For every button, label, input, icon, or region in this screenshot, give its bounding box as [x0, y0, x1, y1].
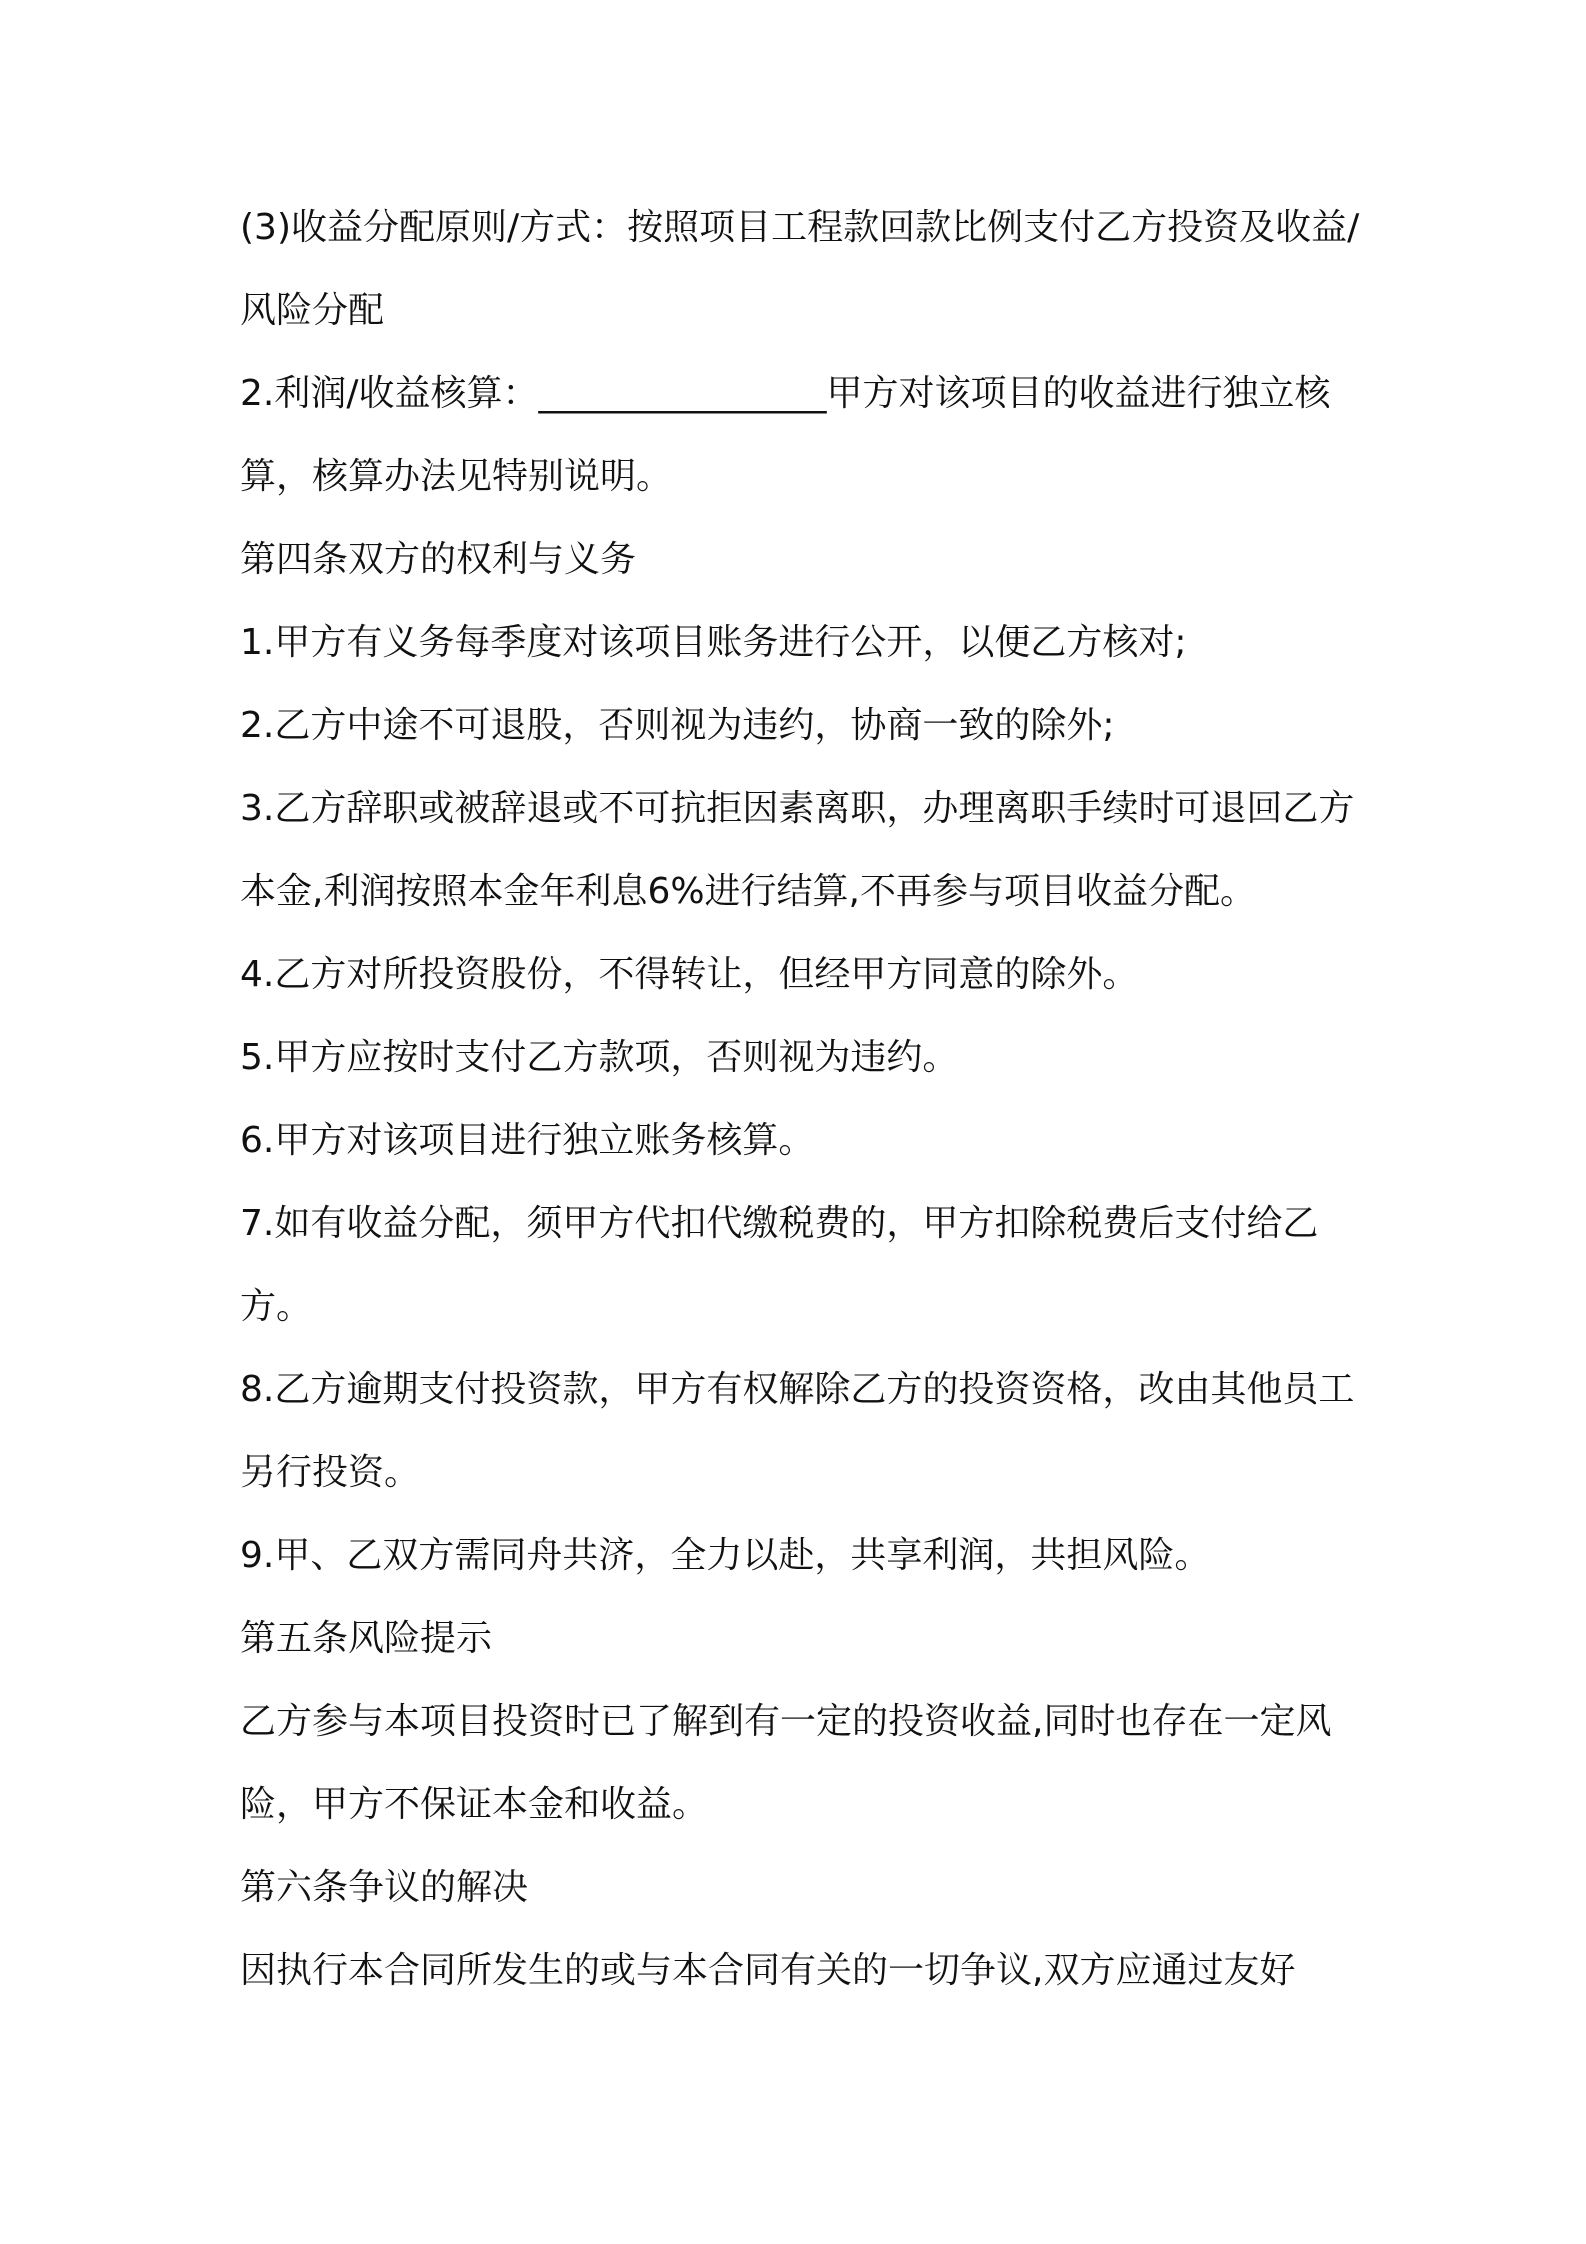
clause-item-6: 6.甲方对该项目进行独立账务核算。 — [240, 1120, 815, 1161]
clause-item-8: 8.乙方逾期支付投资款，甲方有权解除乙方的投资资格，改由其他员工另行投资。 — [240, 1369, 1355, 1493]
section-heading-article-6: 第六条争议的解决 — [240, 1867, 529, 1908]
clause-item-1: 1.甲方有义务每季度对该项目账务进行公开，以便乙方核对; — [240, 622, 1187, 663]
document-body — [240, 186, 1360, 2012]
paragraph-revenue-distribution: (3)收益分配原则/方式：按照项目工程款回款比例支付乙方投资及收益/风险分配 — [240, 207, 1360, 331]
section-heading-article-5: 第五条风险提示 — [240, 1618, 493, 1659]
clause-item-2: 2.乙方中途不可退股，否则视为违约，协商一致的除外; — [240, 705, 1115, 746]
clause-item-4: 4.乙方对所投资股份，不得转让，但经甲方同意的除外。 — [240, 954, 1139, 995]
clause-item-9: 9.甲、乙双方需同舟共济，全力以赴，共享利润，共担风险。 — [240, 1535, 1211, 1576]
paragraph-dispute-resolution: 因执行本合同所发生的或与本合同有关的一切争议,双方应通过友好 — [240, 1950, 1296, 1991]
paragraph-profit-accounting: 2.利润/收益核算：________________甲方对该项目的收益进行独立核算，核算办法见特别说明。 — [240, 373, 1331, 497]
paragraph-risk-warning: 乙方参与本项目投资时已了解到有一定的投资收益,同时也存在一定风险，甲方不保证本金和收益。 — [240, 1701, 1332, 1825]
clause-item-7: 7.如有收益分配，须甲方代扣代缴税费的，甲方扣除税费后支付给乙方。 — [240, 1203, 1319, 1327]
clause-item-3: 3.乙方辞职或被辞退或不可抗拒因素离职，办理离职手续时可退回乙方本金,利润按照本金年利息6%进行结算,不再参与项目收益分配。 — [240, 788, 1355, 912]
clause-item-5: 5.甲方应按时支付乙方款项，否则视为违约。 — [240, 1037, 959, 1078]
section-heading-article-4: 第四条双方的权利与义务 — [240, 539, 637, 580]
